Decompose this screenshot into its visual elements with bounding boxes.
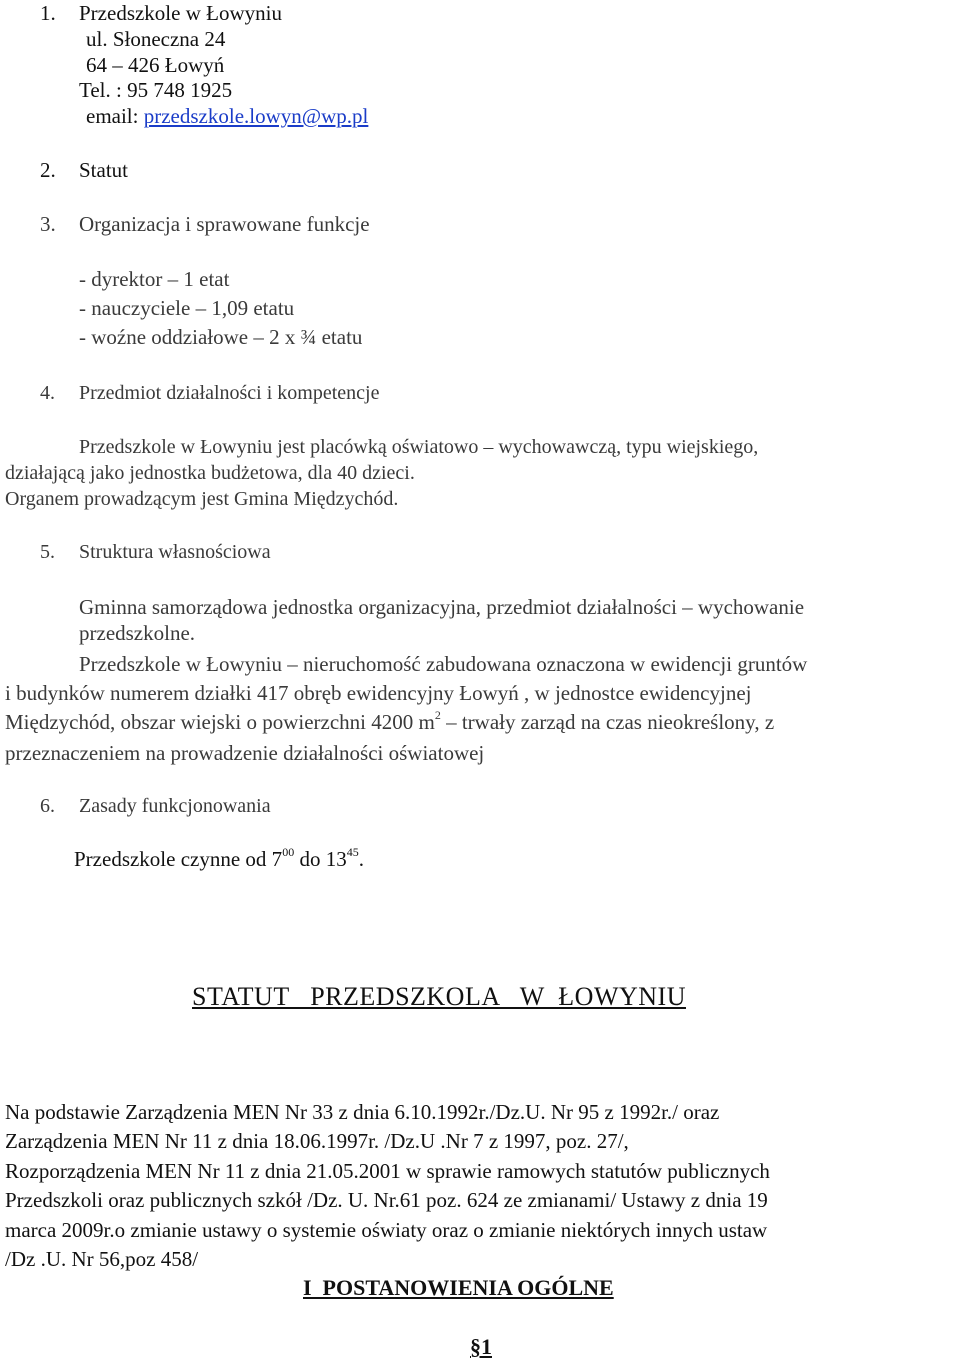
section-5-line-6: przeznaczeniem na prowadzenie działalności oświatowej [5,741,485,765]
section-1-number: 1. [40,1,56,25]
square-superscript: 2 [434,708,441,722]
email-label: email: [86,104,139,128]
section-4-line-3: Organem prowadzącym jest Gmina Międzychód. [5,488,399,510]
opening-hours-period: . [358,847,364,871]
legal-basis-line-6: /Dz .U. Nr 56,poz 458/ [5,1247,199,1271]
section-5-line-3: Przedszkole w Łowyniu – nieruchomość zabudowana oznaczona w ewidencji gruntów [79,652,808,676]
section-5-number: 5. [40,541,55,563]
section-5-line-5-start: Międzychód, obszar wiejski o powierzchni 4200 m [5,710,435,734]
legal-basis-line-2: Zarządzenia MEN Nr 11 z dnia 18.06.1997r. /Dz.U .Nr 7 z 1997, poz. 27/, [5,1129,629,1153]
kindergarten-name: Przedszkole w Łowyniu [79,1,282,25]
paragraph-number: §1 [470,1334,492,1359]
legal-basis-line-1: Na podstawie Zarządzenia MEN Nr 33 z dnia 6.10.1992r./Dz.U. Nr 95 z 1992r./ oraz [5,1100,720,1124]
legal-basis-line-3: Rozporządzenia MEN Nr 11 z dnia 21.05.2001 w sprawie ramowych statutów publicznych [5,1159,770,1183]
list-item-caretakers: - woźne oddziałowe – 2 x ¾ etatu [79,325,363,349]
list-item-director: - dyrektor – 1 etat [79,267,230,291]
city-postcode: 64 – 426 Łowyń [86,53,225,77]
section-4-line-2: działającą jako jednostka budżetowa, dla 40 dzieci. [5,462,415,484]
section-6-number: 6. [40,795,55,817]
opening-hours-to: do 13 [294,847,347,871]
legal-basis-line-4: Przedszkoli oraz publicznych szkół /Dz. U. Nr.61 poz. 624 ze zmianami/ Ustawy z dnia 19 [5,1188,768,1212]
opening-hours-start: Przedszkole czynne od 7 [74,847,283,871]
street-address: ul. Słoneczna 24 [86,27,226,51]
section-2-title: Statut [79,158,129,182]
section-5-line-4: i budynków numerem działki 417 obręb ewidencyjny Łowyń , w jednostce ewidencyjnej [5,681,752,705]
chapter-heading: I POSTANOWIENIA OGÓLNE [303,1275,614,1300]
telephone: Tel. : 95 748 1925 [79,78,233,102]
section-4-line-1: Przedszkole w Łowyniu jest placówką oświatowo – wychowawczą, typu wiejskiego, [79,436,759,458]
section-5-line-5 [5,709,774,735]
email-link[interactable]: przedszkole.lowyn@wp.pl [143,104,369,128]
section-5-line-5-end: – trwały zarząd na czas nieokreślony, z [440,710,775,734]
closing-minutes: 45 [346,845,359,859]
opening-hours [74,846,364,872]
email-line [86,103,368,129]
section-6-title: Zasady funkcjonowania [79,795,271,817]
section-4-number: 4. [40,382,55,404]
section-5-line-1: Gminna samorządowa jednostka organizacyjna, przedmiot działalności – wychowanie [79,595,805,619]
section-3-number: 3. [40,212,56,236]
section-5-line-2: przedszkolne. [79,621,196,645]
statute-title: STATUT PRZEDSZKOLA W ŁOWYNIU [192,982,686,1011]
section-2-number: 2. [40,158,56,182]
legal-basis-line-5: marca 2009r.o zmianie ustawy o systemie oświaty oraz o zmianie niektórych innych ustaw [5,1218,768,1242]
section-3-title: Organizacja i sprawowane funkcje [79,212,370,236]
list-item-teachers: - nauczyciele – 1,09 etatu [79,296,295,320]
section-4-title: Przedmiot działalności i kompetencje [79,382,380,404]
opening-minutes: 00 [282,845,295,859]
section-5-title: Struktura własnościowa [79,541,271,563]
